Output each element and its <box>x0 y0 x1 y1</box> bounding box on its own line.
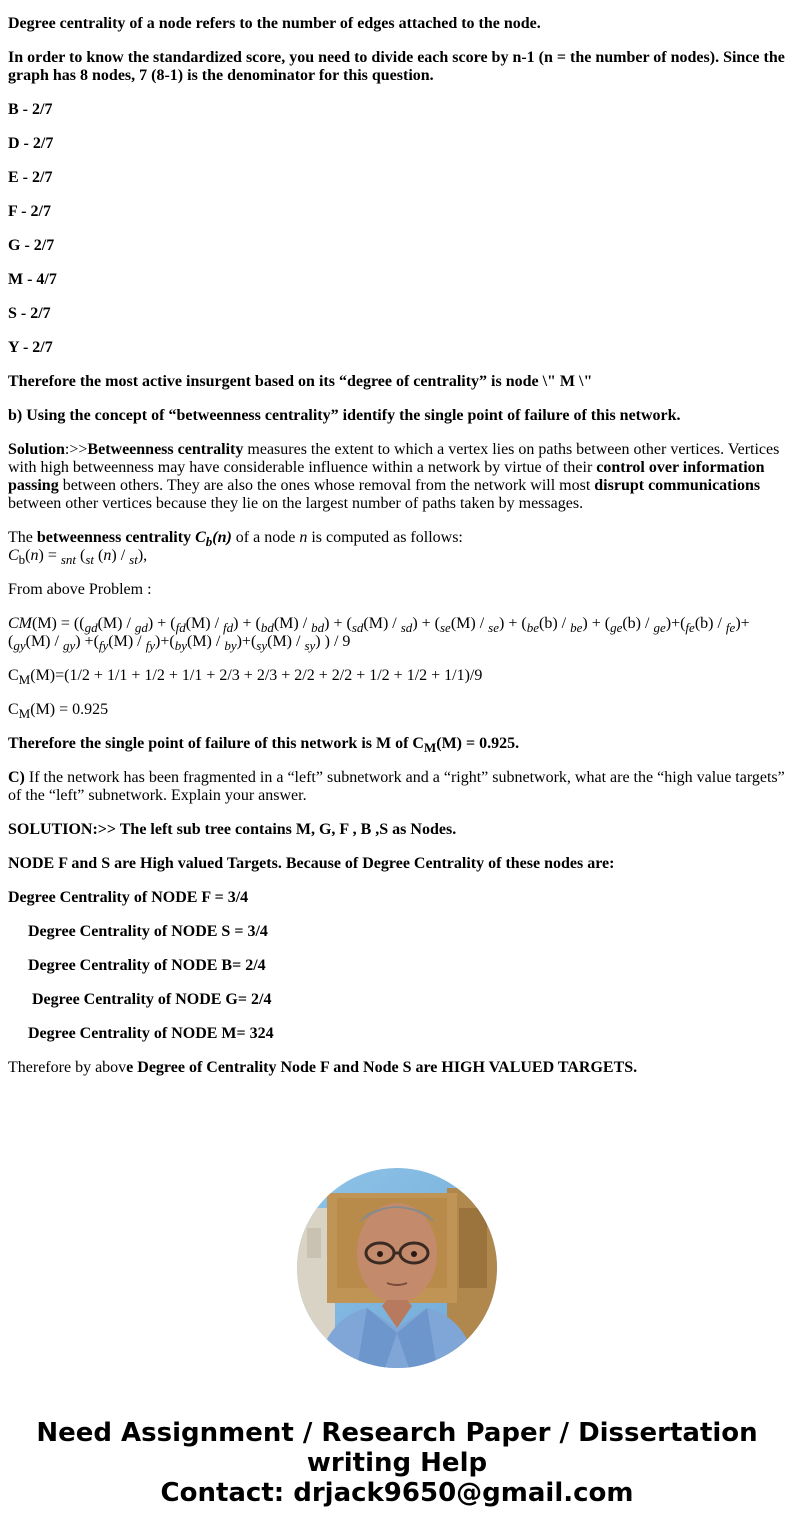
cm-formula <box>8 615 786 651</box>
cm-term-mid: (b) / <box>538 615 571 632</box>
cm-term-sub: be <box>570 620 583 635</box>
cm-term-sub: bd <box>260 620 274 635</box>
cm-term-sub: sy <box>256 638 268 653</box>
high-value-statement: NODE F and S are High valued Targets. Because of Degree Centrality of these nodes are: <box>8 855 615 872</box>
formula-sub: snt <box>60 552 77 567</box>
degree-item: Degree Centrality of NODE M= 324 <box>28 1025 274 1042</box>
cm-term-sub: gy <box>13 638 26 653</box>
intro-paragraph-1: Degree centrality of a node refers to the number of edges attached to the node. <box>8 15 541 32</box>
cm-term-mid: (M) / <box>267 633 305 650</box>
formula-sub: b <box>18 552 26 567</box>
from-above: From above Problem : <box>8 581 152 598</box>
formula-text: ( <box>94 547 104 564</box>
cm-term-end: ) + ( <box>582 615 611 632</box>
cm-term-mid: (b) / <box>622 615 654 632</box>
cm-term-mid: (M) / <box>450 615 489 632</box>
formula-sub: b <box>205 534 213 549</box>
cm-term-end: ) ) / 9 <box>315 633 351 650</box>
formula-arg: (n) <box>212 529 232 546</box>
cm-term-sub: fy <box>98 638 109 653</box>
cm-term-sub: gy <box>62 638 76 653</box>
cm-term-sub: by <box>224 638 237 653</box>
formula-var: n <box>299 529 308 546</box>
term-control: control over information passing <box>8 459 765 494</box>
cm-expression: (M)=(1/2 + 1/1 + 1/2 + 1/1 + 2/3 + 2/3 + 2/2 + 2/2 + 1/2 + 1/2 + 1/1)/9 <box>30 667 483 684</box>
formula-text: ), <box>137 547 148 564</box>
solution-text-1: measures the extent to which a vertex lies on paths between other vertices. Vertices with high betweenness may have considerable influence within a network by virtue of their <box>8 441 780 476</box>
cm-term-sub: fd <box>175 620 186 635</box>
solution-text-2: between others. They are also the ones whose removal from the network will most <box>58 477 595 494</box>
document-body <box>0 15 794 1077</box>
betweenness-formula <box>8 529 786 565</box>
intro-paragraph-2: In order to know the standardized score, you need to divide each score by n-1 (n = the number of nodes). Since the graph has 8 nodes, 7 (8-1) is the denominator for this question. <box>8 49 785 84</box>
score-item: G - 2/7 <box>8 237 55 254</box>
formula-var: n <box>30 547 39 564</box>
cm-term-end: ) + ( <box>324 615 352 632</box>
cm-arg: (M) = (( <box>32 615 85 632</box>
conclusion-b <box>8 735 786 753</box>
solution-arrow: :>> <box>64 441 88 458</box>
cm-term-sub: fd <box>223 620 234 635</box>
cm-term-sub: sy <box>304 638 316 653</box>
conclusion-b-value: (M) = 0.925. <box>436 735 520 752</box>
cm-calculation <box>8 667 786 685</box>
cm-term-mid: (M) / <box>363 615 401 632</box>
solution-text-3: between other vertices because they lie on the largest number of paths taken by messages. <box>8 495 584 512</box>
formula-text: The <box>8 529 37 546</box>
formula-text: ) = <box>38 547 61 564</box>
degree-item: Degree Centrality of NODE B= 2/4 <box>28 957 266 974</box>
score-item: B - 2/7 <box>8 101 53 118</box>
cm-sub: M <box>18 706 31 721</box>
solution-b-paragraph <box>8 441 786 513</box>
final-bold: e Degree of Centrality Node F and Node S are HIGH VALUED TARGETS. <box>126 1059 638 1076</box>
degree-item: Degree Centrality of NODE G= 2/4 <box>32 991 272 1008</box>
cm-term-sub: sd <box>351 620 364 635</box>
score-item: Y - 2/7 <box>8 339 53 356</box>
conclusion-b-text: Therefore the single point of failure of this network is M of C <box>8 735 424 752</box>
cm-sub: M <box>18 672 31 687</box>
formula-var: n <box>103 547 112 564</box>
cm-term-sub: se <box>488 620 500 635</box>
degree-item: Degree Centrality of NODE F = 3/4 <box>8 889 249 906</box>
cm-result <box>8 701 786 719</box>
cm-term-end: ) + ( <box>233 615 261 632</box>
score-item: S - 2/7 <box>8 305 51 322</box>
cm-c: C <box>8 701 19 718</box>
formula-text: ( <box>25 547 31 564</box>
cm-term-sub: ge <box>610 620 623 635</box>
formula-text: ) / <box>111 547 130 564</box>
formula-text: ( <box>76 547 86 564</box>
cm-term-end: ) +( <box>75 633 99 650</box>
formula-text: is computed as follows: <box>307 529 463 546</box>
cm-term-end: )+ ( <box>8 615 750 650</box>
solution-label: Solution <box>8 441 65 458</box>
formula-symbol: C <box>195 529 206 546</box>
cm-term-sub: sd <box>400 620 413 635</box>
cm-term-mid: (M) / <box>273 615 312 632</box>
term-betweenness: Betweenness centrality <box>87 441 244 458</box>
cm-c: C <box>8 667 19 684</box>
cm-term-end: ) + ( <box>499 615 527 632</box>
cm-term-mid: (M) / <box>186 633 225 650</box>
cm-term-end: ) + ( <box>412 615 440 632</box>
score-item: D - 2/7 <box>8 135 54 152</box>
cm-term-sub: be <box>526 620 539 635</box>
footer-line-1: Need Assignment / Research Paper / Dissertation <box>36 1418 758 1448</box>
cm-term-end: )+( <box>665 615 686 632</box>
question-c-text: If the network has been fragmented in a “left” subnetwork and a “right” subnetwork, what are the “high value targets” of the “left” subnetwork. Explain your answer. <box>8 769 785 804</box>
formula-term: betweenness centrality <box>36 529 196 546</box>
cm-terms <box>8 615 750 653</box>
footer-banner <box>0 1418 794 1508</box>
score-item: M - 4/7 <box>8 271 57 288</box>
question-b: b) Using the concept of “betweenness centrality” identify the single point of failure of this network. <box>8 407 681 424</box>
cm-value: (M) = 0.925 <box>30 701 109 718</box>
cm-term-mid: (M) / <box>25 633 63 650</box>
conclusion-b-sub: M <box>423 740 437 755</box>
footer-line-2: writing Help <box>306 1448 488 1478</box>
question-c-label: C) <box>8 769 25 786</box>
cm-term-end: )+( <box>236 633 257 650</box>
cm-term-mid: (b) / <box>694 615 726 632</box>
final-plain: Therefore by abov <box>8 1059 127 1076</box>
cm-term-sub: fe <box>725 620 736 635</box>
formula-sub: st <box>129 552 138 567</box>
cm-term-sub: fe <box>685 620 695 635</box>
cm-term-mid: (M) / <box>97 615 135 632</box>
conclusion-a: Therefore the most active insurgent based on its “degree of centrality” is node \" M \" <box>8 373 593 390</box>
cm-term-sub: fy <box>145 638 156 653</box>
cm-term-sub: ge <box>653 620 666 635</box>
formula-symbol: C <box>8 547 19 564</box>
formula-text: of a node <box>231 529 300 546</box>
cm-term-end: )+( <box>155 633 175 650</box>
term-disrupt: disrupt communications <box>594 477 761 494</box>
cm-term-end: ) + ( <box>147 615 176 632</box>
author-avatar <box>297 1168 497 1368</box>
cm-term-mid: (M) / <box>108 633 146 650</box>
cm-term-sub: se <box>440 620 451 635</box>
cm-symbol: CM <box>8 615 32 632</box>
cm-term-sub: bd <box>311 620 325 635</box>
final-conclusion <box>8 1059 786 1077</box>
cm-term-sub: gd <box>84 620 98 635</box>
author-photo-image <box>297 1168 497 1368</box>
cm-term-sub: gd <box>134 620 148 635</box>
footer-contact: Contact: drjack9650@gmail.com <box>160 1478 634 1508</box>
degree-item: Degree Centrality of NODE S = 3/4 <box>28 923 268 940</box>
solution-c: SOLUTION:>> The left sub tree contains M, G, F , B ,S as Nodes. <box>8 821 457 838</box>
score-item: E - 2/7 <box>8 169 53 186</box>
question-c <box>8 769 786 805</box>
cm-term-sub: by <box>174 638 187 653</box>
formula-sub: st <box>85 552 95 567</box>
cm-term-mid: (M) / <box>185 615 224 632</box>
score-item: F - 2/7 <box>8 203 51 220</box>
